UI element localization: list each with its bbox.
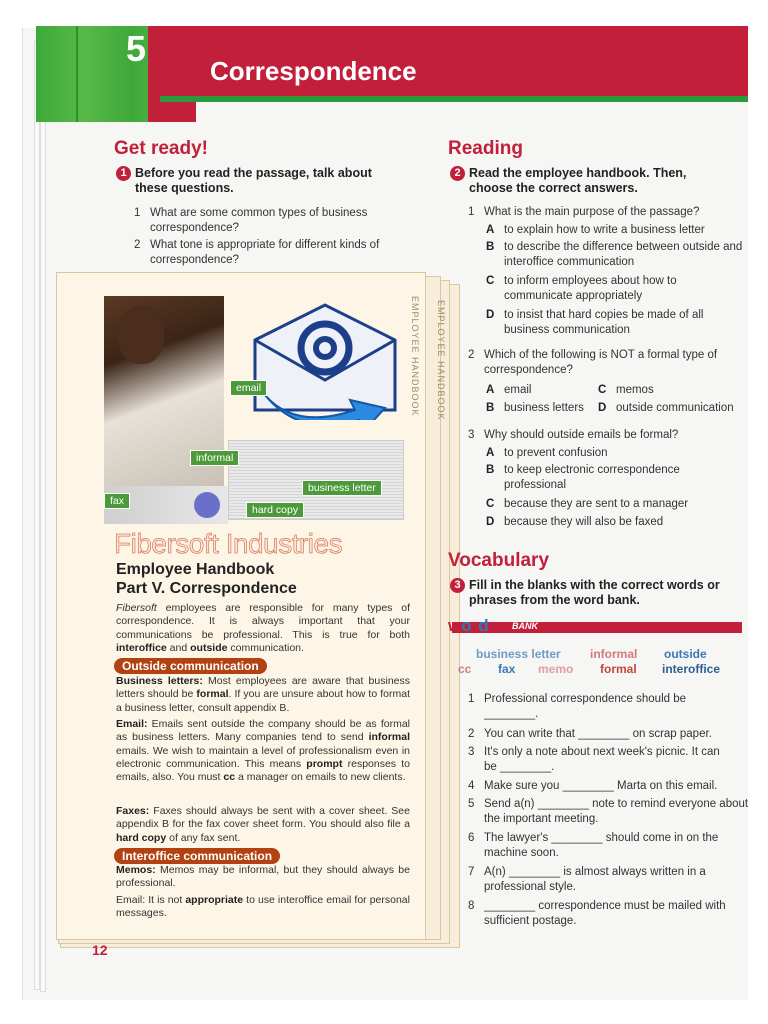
- get-ready-question: 1 What are some common types of business correspondence?: [134, 207, 368, 234]
- email-envelope-icon: [245, 300, 405, 420]
- handbook-title: Employee Handbook Part V. Correspondence: [116, 561, 297, 597]
- vocab-sentence: 4 Make sure you ________ Marta on this email.: [468, 780, 718, 792]
- company-name: Fibersoft Industries: [114, 528, 343, 559]
- word-bank-word: formal: [600, 662, 637, 676]
- step-badge: 1: [116, 166, 131, 181]
- get-ready-instruction: 1 Before you read the passage, talk about these questions.: [116, 166, 406, 196]
- vocab-sentence: 8 ________ correspondence must be mailed with sufficient postage.: [468, 900, 726, 927]
- handbook-spine-label: EMPLOYEE HANDBOOK: [436, 300, 446, 421]
- business-letters-paragraph: Business letters: Most employees are aware that business letters should be formal. If you are unsure about how to format a business letter, consult appendix B.: [116, 675, 411, 714]
- word-bank-word: cc: [458, 662, 472, 676]
- blank[interactable]: ________: [484, 708, 536, 720]
- word-bank-logo: word: [448, 616, 489, 635]
- blank[interactable]: ________: [508, 866, 561, 878]
- blank[interactable]: ________: [500, 761, 552, 773]
- email-paragraph: Email: Emails sent outside the company should be as formal as business letters. Many companies tend to send informal emails. We wish to maintain a level of professionalism even in electronic communication. This means prompt responses to emails, also. You must cc a manager on emails to new clients.: [116, 718, 410, 784]
- answer-option[interactable]: A email: [486, 384, 532, 396]
- label-business-letter: business letter: [302, 480, 382, 496]
- label-hard-copy: hard copy: [246, 502, 304, 518]
- answer-option[interactable]: C memos: [598, 384, 654, 396]
- blank[interactable]: ________: [578, 728, 630, 740]
- page-edge: [40, 36, 46, 992]
- vocab-sentence: 5 Send a(n) ________ note to remind everyone about the important meeting.: [468, 798, 749, 825]
- vocabulary-heading: Vocabulary: [448, 550, 550, 571]
- memos-paragraph: Memos: Memos may be informal, but they should always be professional.: [116, 864, 410, 890]
- word-bank-word: informal: [590, 647, 638, 661]
- answer-option[interactable]: C because they are sent to a manager: [486, 498, 689, 510]
- blank[interactable]: ________: [484, 900, 536, 912]
- answer-option[interactable]: C to inform employees about how to communicate appropriately: [486, 275, 677, 302]
- faxes-paragraph: Faxes: Faxes should always be sent with a cover sheet. See appendix B for the fax cover sheet form. You should also file a hard copy of any fax sent.: [116, 805, 410, 844]
- chapter-title: Correspondence: [210, 56, 417, 86]
- word-bank-word: outside: [664, 647, 707, 661]
- vocab-sentence: 2 You can write that ________ on scrap paper.: [468, 728, 712, 740]
- word-bank-bar: [452, 622, 742, 633]
- handbook-spine-label: EMPLOYEE HANDBOOK: [410, 296, 420, 417]
- vocab-sentence: 3 It's only a note about next week's picnic. It can be ________.: [468, 746, 720, 773]
- get-ready-heading: Get ready!: [114, 138, 208, 159]
- answer-option[interactable]: A to prevent confusion: [486, 447, 608, 459]
- step-badge: 2: [450, 166, 465, 181]
- reading-heading: Reading: [448, 138, 523, 159]
- reading-question: 1 What is the main purpose of the passage?: [468, 206, 700, 218]
- handbook-intro: Fibersoft employees are responsible for many types of correspondence. It is always important that your communications be professional. This is true for both interoffice and outside communication.: [116, 602, 410, 654]
- answer-option[interactable]: B to describe the difference between outside and interoffice communication: [486, 241, 743, 268]
- vocab-sentence: 6 The lawyer's ________ should come in on the machine soon.: [468, 832, 719, 859]
- blank[interactable]: ________: [562, 780, 614, 792]
- answer-option[interactable]: B business letters: [486, 402, 584, 414]
- reading-question: 2 Which of the following is NOT a formal type of correspondence?: [468, 349, 718, 376]
- get-ready-question: 2 What tone is appropriate for different kinds of correspondence?: [134, 239, 380, 266]
- header-underline: [160, 96, 748, 102]
- label-email: email: [230, 380, 267, 396]
- vocab-sentence: 1 Professional correspondence should be ________.: [468, 693, 687, 720]
- word-bank-word: fax: [498, 662, 516, 676]
- outside-communication-heading: Outside communication: [114, 658, 267, 674]
- blank[interactable]: ________: [551, 832, 603, 844]
- answer-option[interactable]: A to explain how to write a business letter: [486, 224, 705, 236]
- label-fax: fax: [104, 493, 130, 509]
- word-bank-word: business letter: [476, 647, 561, 661]
- interoffice-communication-heading: Interoffice communication: [114, 848, 280, 864]
- reading-question: 3 Why should outside emails be formal?: [468, 429, 679, 441]
- reading-instruction: 2 Read the employee handbook. Then, choose the correct answers.: [450, 166, 740, 196]
- step-badge: 3: [450, 578, 465, 593]
- chapter-number: 5: [125, 28, 147, 69]
- blank[interactable]: ________: [537, 798, 589, 810]
- vocab-sentence: 7 A(n) ________ is almost always written in a professional style.: [468, 866, 706, 893]
- word-bank-word: memo: [538, 662, 574, 676]
- answer-option[interactable]: D outside communication: [598, 402, 734, 414]
- page-number: 12: [92, 942, 108, 958]
- label-informal: informal: [190, 450, 239, 466]
- word-bank-word: interoffice: [662, 662, 721, 676]
- interoffice-email-paragraph: Email: It is not appropriate to use interoffice email for personal messages.: [116, 894, 410, 920]
- answer-option[interactable]: B to keep electronic correspondence professional: [486, 464, 680, 491]
- vocabulary-instruction: 3 Fill in the blanks with the correct words or phrases from the word bank.: [450, 578, 740, 608]
- answer-option[interactable]: D because they will also be faxed: [486, 516, 664, 528]
- answer-option[interactable]: D to insist that hard copies be made of all business communication: [486, 309, 704, 336]
- word-bank-label: BANK: [512, 621, 538, 631]
